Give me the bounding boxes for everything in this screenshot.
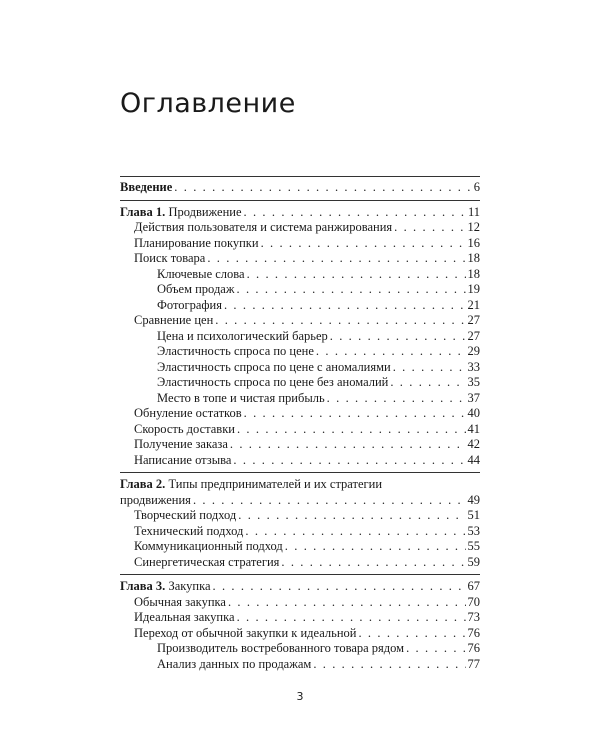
toc-entry-label: Анализ данных по продажам [157,656,312,671]
toc-entry [120,641,480,657]
toc-entry-label: Переход от обычной закупки к идеальной [134,625,357,640]
toc-entry-intro [120,180,480,196]
leader-dots [244,406,466,422]
toc-chapter-2 [120,493,480,509]
toc-entry-page: 76 [467,625,480,640]
toc-entry-page: 27 [467,328,480,343]
leader-dots [281,555,465,571]
toc-entry-label: Поиск товара [134,251,206,265]
leader-dots [285,539,466,555]
toc-entry [120,524,480,540]
leader-dots [193,493,466,509]
toc-entry [120,437,480,453]
toc-entry-page: 29 [467,344,480,358]
toc-entry-label: Творческий подход [134,508,237,522]
toc-entry-page: 37 [467,390,480,405]
leader-dots [261,236,466,252]
chapter-title-continued: продвижения [120,492,191,507]
leader-dots [238,508,465,524]
toc-entry [120,539,480,555]
chapter-title: Продвижение [168,204,242,219]
toc-entry-page: 16 [467,235,480,250]
toc-entry [120,298,480,314]
toc-entry-label: Производитель востребованного товара рядом [157,641,405,655]
toc-entry-label: Ключевые слова [157,266,245,281]
toc-entry-page: 59 [467,554,480,569]
page-number: 3 [296,690,304,703]
toc-entry [120,267,480,283]
toc-entry-page: 41 [467,421,480,436]
chapter-number: Глава 3. [120,579,166,593]
leader-dots [230,437,466,453]
toc-entry-label: Технический подход [134,523,244,538]
toc-entry [120,251,480,267]
toc-entry-label: Обнуление остатков [134,406,242,420]
toc-entry [120,508,480,524]
toc-entry-label: Эластичность спроса по цене с аномалиями [157,359,391,374]
chapter-number: Глава 2. [120,477,166,491]
toc-entry [120,391,480,407]
toc-entry-label: Скорость доставки [134,421,235,436]
leader-dots [406,641,465,657]
toc-entry [120,626,480,642]
toc-entry-label: Синергетическая стратегия [134,554,280,569]
leader-dots [247,267,466,283]
toc-entry [120,453,480,469]
toc-entry-page: 12 [467,220,480,234]
leader-dots [237,610,466,626]
toc-entry-page: 77 [467,656,480,671]
toc-entry-page: 53 [467,523,480,538]
leader-dots [228,595,466,611]
toc-entry-page: 11 [467,204,480,219]
toc-entry-page: 73 [467,610,480,624]
leader-dots [358,626,465,642]
table-of-contents [120,176,480,672]
leader-dots [207,251,465,267]
toc-entry-label: Введение [120,180,173,194]
toc-entry-page: 33 [467,359,480,374]
toc-entry [120,375,480,391]
leader-dots [237,282,466,298]
toc-entry-label: Действия пользователя и система ранжирования [134,220,393,234]
divider [120,200,480,201]
leader-dots [215,313,465,329]
toc-entry-label: Фотография [157,297,222,312]
toc-entry-page: 44 [467,452,480,467]
toc-entry [120,595,480,611]
toc-entry [120,610,480,626]
toc-entry [120,220,480,236]
toc-entry-page: 76 [467,641,480,655]
divider [120,176,480,177]
toc-entry-label: Сравнение цен [134,313,214,327]
chapter-title: Закупка [168,579,211,593]
toc-entry-label: Обычная закупка [134,594,226,609]
toc-chapter-3 [120,579,480,595]
toc-entry-page: 70 [467,594,480,609]
toc-entry-label: Место в топе и чистая прибыль [157,390,325,405]
leader-dots [224,298,466,314]
toc-entry-label: Идеальная закупка [134,610,235,624]
toc-entry-page: 67 [467,579,480,593]
leader-dots [393,360,466,376]
leader-dots [394,220,465,236]
leader-dots [313,657,465,673]
toc-entry-label: Коммуникационный подход [134,539,283,553]
toc-entry-label: Эластичность спроса по цене [157,344,314,358]
toc-entry [120,555,480,571]
leader-dots [327,391,466,407]
toc-entry-label: Планирование покупки [134,235,259,250]
divider [120,472,480,473]
toc-entry-page: 55 [467,539,480,553]
toc-chapter-1 [120,205,480,221]
toc-entry-page: 35 [467,375,480,389]
leader-dots [245,524,465,540]
toc-entry [120,313,480,329]
toc-entry [120,406,480,422]
chapter-number: Глава 1. [120,204,166,219]
toc-entry-label: Получение заказа [134,437,228,451]
toc-entry [120,657,480,673]
divider [120,574,480,575]
leader-dots [244,205,466,221]
toc-entry-label: Объем продаж [157,282,235,296]
page-title: Оглавление [120,88,296,119]
toc-entry-page: 21 [467,297,480,312]
toc-entry [120,360,480,376]
toc-entry-label: Написание отзыва [134,452,232,467]
toc-entry-page: 49 [467,492,480,507]
leader-dots [237,422,466,438]
toc-entry-label: Цена и психологический барьер [157,328,328,343]
leader-dots [330,329,466,345]
chapter-title: Типы предпринимателей и их стратегии [168,477,383,491]
toc-entry-page: 27 [467,313,480,327]
toc-entry [120,329,480,345]
toc-entry-page: 19 [467,282,480,296]
leader-dots [316,344,466,360]
toc-entry-page: 6 [473,180,480,194]
toc-entry [120,282,480,298]
leader-dots [233,453,465,469]
toc-entry-page: 42 [467,437,480,451]
leader-dots [213,579,466,595]
toc-entry-page: 51 [467,508,480,522]
toc-chapter-2-title [120,477,480,493]
toc-entry [120,422,480,438]
toc-entry [120,236,480,252]
leader-dots [390,375,465,391]
toc-entry [120,344,480,360]
toc-entry-page: 18 [467,266,480,281]
toc-entry-label: Эластичность спроса по цене без аномалий [157,375,389,389]
toc-entry-page: 40 [467,406,480,420]
leader-dots [174,180,471,196]
toc-entry-page: 18 [467,251,480,265]
